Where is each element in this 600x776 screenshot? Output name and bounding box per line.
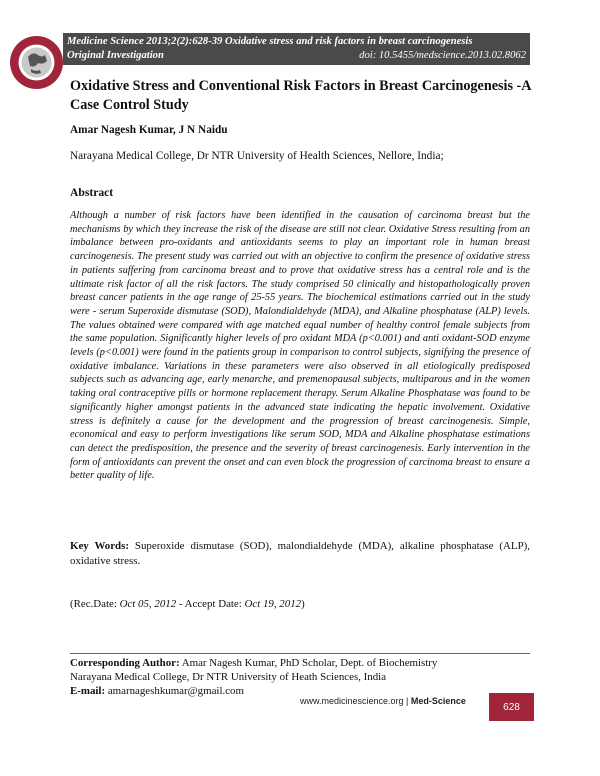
dates-rec-prefix: (Rec.Date: (70, 598, 120, 610)
dates (70, 598, 305, 610)
page-number: 628 (489, 693, 534, 721)
accepted-date: Oct 19, 2012 (244, 598, 302, 610)
journal-seal-icon (9, 35, 64, 90)
article-title: Oxidative Stress and Conventional Risk Factors in Breast Carcinogenesis -A Case Control Study (70, 78, 531, 113)
journal-citation: Medicine Science 2013;2(2):628-39 Oxidative stress and risk factors in breast carcinogenesis (67, 36, 473, 47)
email-address[interactable]: amarnageshkumar@gmail.com (105, 685, 244, 697)
dates-suffix: ) (301, 598, 305, 610)
affiliation: Narayana Medical College, Dr NTR University of Health Sciences, Nellore, India; (70, 150, 444, 162)
footer (300, 696, 466, 706)
keywords (70, 539, 530, 568)
email-label: E-mail: (70, 685, 106, 697)
journal-logo (9, 35, 64, 90)
authors: Amar Nagesh Kumar, J N Naidu (70, 124, 228, 136)
dates-separator: - Accept Date: (176, 598, 245, 610)
corresponding-address: Narayana Medical College, Dr NTR University of Heath Sciences, India (70, 671, 387, 683)
keywords-text: Superoxide dismutase (SOD), malondialdehyde (MDA), alkaline phosphatase (ALP), oxidative stress. (70, 540, 530, 567)
footer-separator: | (403, 696, 411, 706)
footer-site-link[interactable]: www.medicinescience.org (300, 696, 404, 706)
abstract-text: Although a number of risk factors have been identified in the causation of carcinoma breast but the mechanisms by which they increase the risk of the disease are still not clear. Oxidative Stress resulting from an imbalance between pro-oxidants and antioxidants seems to play an important role in human breast carcinogenesis. The present study was carried out with an objective to confirm the presence of oxidative stress in patients suffering from carcinoma breast and to prove that oxidative stress has a central role and is the ultimate risk factor of all the risk factors. The study comprised 50 clinically and histopathologically proven breast cancer patients in the age range of 25-55 years. The biochemical estimations carried out in the study were - serum Superoxide dismutase (SOD), Malondialdehyde (MDA), and Alkaline phosphatase (ALP) levels. The values obtained were compared with age matched equal number of healthy control female subjects from the same population. Significantly higher levels of pro oxidant MDA (p<0.001) and anti oxidant-SOD enzyme levels (p<0.001) were found in the patients group in comparison to control subjects, signifying the presence of oxidative imbalance. Variations in these parameters were also observed in all etiologically predisposed subjects such as advancing age, early menarche, and premenopausal subjects, multiparous and in the women taking oral contraceptive pills or hormone replacement therapy. Serum Alkaline Phosphatase was found to be significantly higher amongst patients in the advanced state indicating the hepatic involvement. Oxidative stress is definitely a cause for the development and the progression of breast carcinogenesis. Simple, economical and easy to perform investigations like serum SOD, MDA and Alkaline phosphatase estimations can detect the predisposition, the presence and the severity of breast carcinogenesis. Early intervention in the form of antioxidants can prevent the onset and can even block the progression of carcinoma breast to ensure a better quality of life. (70, 210, 530, 482)
footer-brand: Med-Science (410, 696, 466, 706)
corresponding-author (70, 656, 437, 698)
corresponding-label: Corresponding Author: (70, 657, 180, 669)
doi-link[interactable]: doi: 10.5455/medscience.2013.02.8062 (359, 50, 526, 61)
received-date: Oct 05, 2012 (119, 598, 177, 610)
abstract-heading: Abstract (70, 186, 114, 199)
article-type: Original Investigation (67, 50, 164, 61)
divider (70, 653, 530, 654)
journal-header-bar (63, 33, 530, 65)
keywords-label: Key Words: (70, 540, 129, 552)
corresponding-name: Amar Nagesh Kumar, PhD Scholar, Dept. of Biochemistry (179, 657, 438, 669)
